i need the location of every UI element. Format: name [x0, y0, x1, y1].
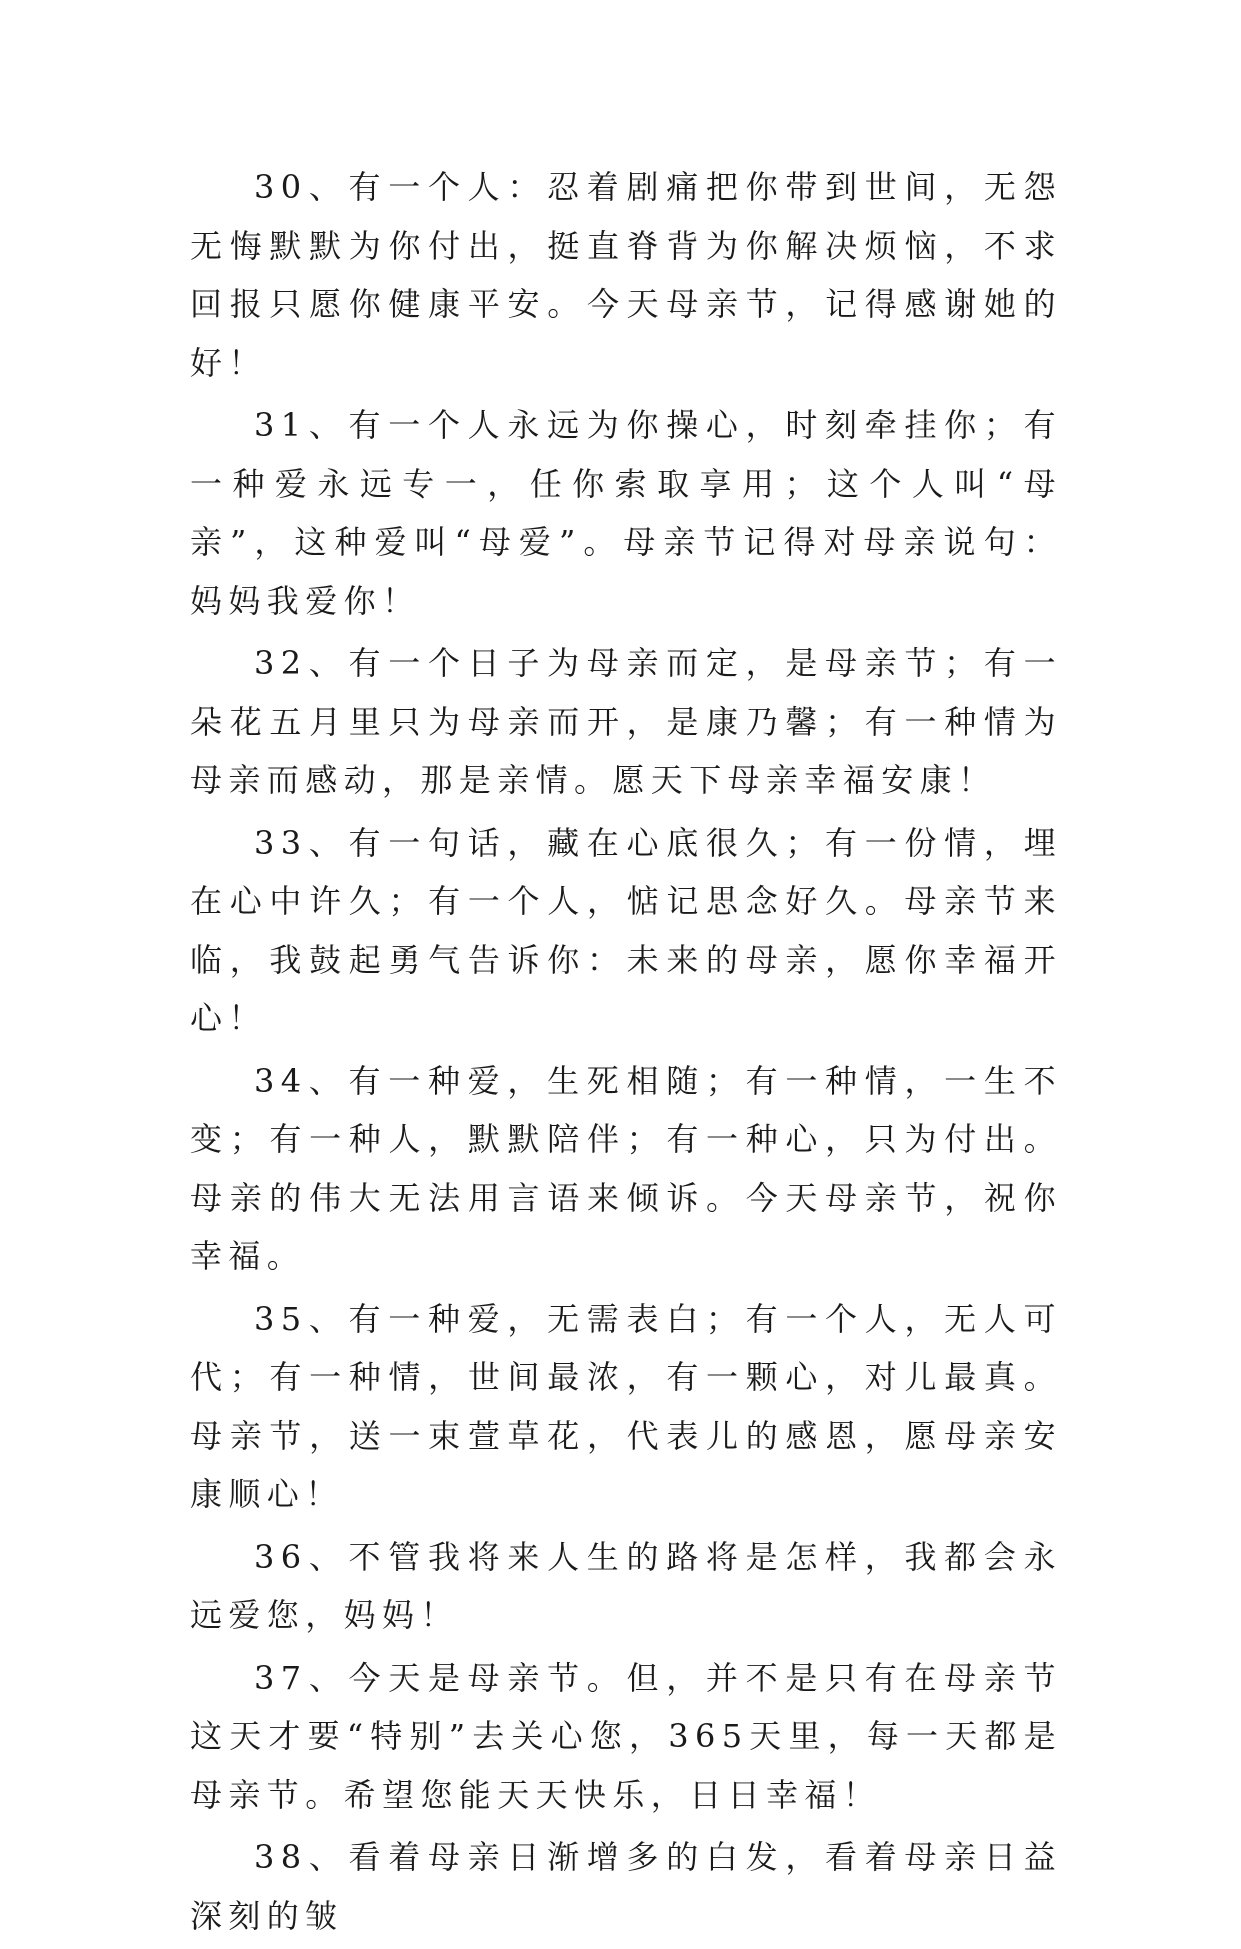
paragraph-35: 35、有一种爱，无需表白；有一个人，无人可代；有一种情，世间最浓，有一颗心，对儿最真。母亲节，送一束萱草花，代表儿的感恩，愿母亲安康顺心！ — [190, 1299, 1062, 1513]
paragraph-34: 34、有一种爱，生死相随；有一种情，一生不变；有一种人，默默陪伴；有一种心，只为付出。母亲的伟大无法用言语来倾诉。今天母亲节，祝你幸福。 — [190, 1061, 1062, 1275]
paragraph-37: 37、今天是母亲节。但，并不是只有在母亲节这天才要“特别”去关心您，365天里，每一天都是母亲节。希望您能天天快乐，日日幸福！ — [190, 1658, 1062, 1814]
paragraph-31: 31、有一个人永远为你操心，时刻牵挂你；有一种爱永远专一，任你索取享用；这个人叫“母亲”，这种爱叫“母爱”。母亲节记得对母亲说句：妈妈我爱你！ — [190, 406, 1062, 620]
text-block — [190, 158, 1062, 1949]
paragraph-36: 36、不管我将来人生的路将是怎样，我都会永远爱您，妈妈！ — [190, 1537, 1062, 1634]
paragraph-32: 32、有一个日子为母亲而定，是母亲节；有一朵花五月里只为母亲而开，是康乃馨；有一种情为母亲而感动，那是亲情。愿天下母亲幸福安康！ — [190, 644, 1062, 799]
paragraph-33: 33、有一句话，藏在心底很久；有一份情，埋在心中许久；有一个人，惦记思念好久。母亲节来临，我鼓起勇气告诉你：未来的母亲，愿你幸福开心！ — [190, 823, 1062, 1037]
paragraph-30: 30、有一个人：忍着剧痛把你带到世间，无怨无悔默默为你付出，挺直脊背为你解决烦恼，不求回报只愿你健康平安。今天母亲节，记得感谢她的好！ — [190, 168, 1062, 382]
paragraph-38: 38、看着母亲日渐增多的白发，看着母亲日益深刻的皱 — [190, 1838, 1062, 1935]
